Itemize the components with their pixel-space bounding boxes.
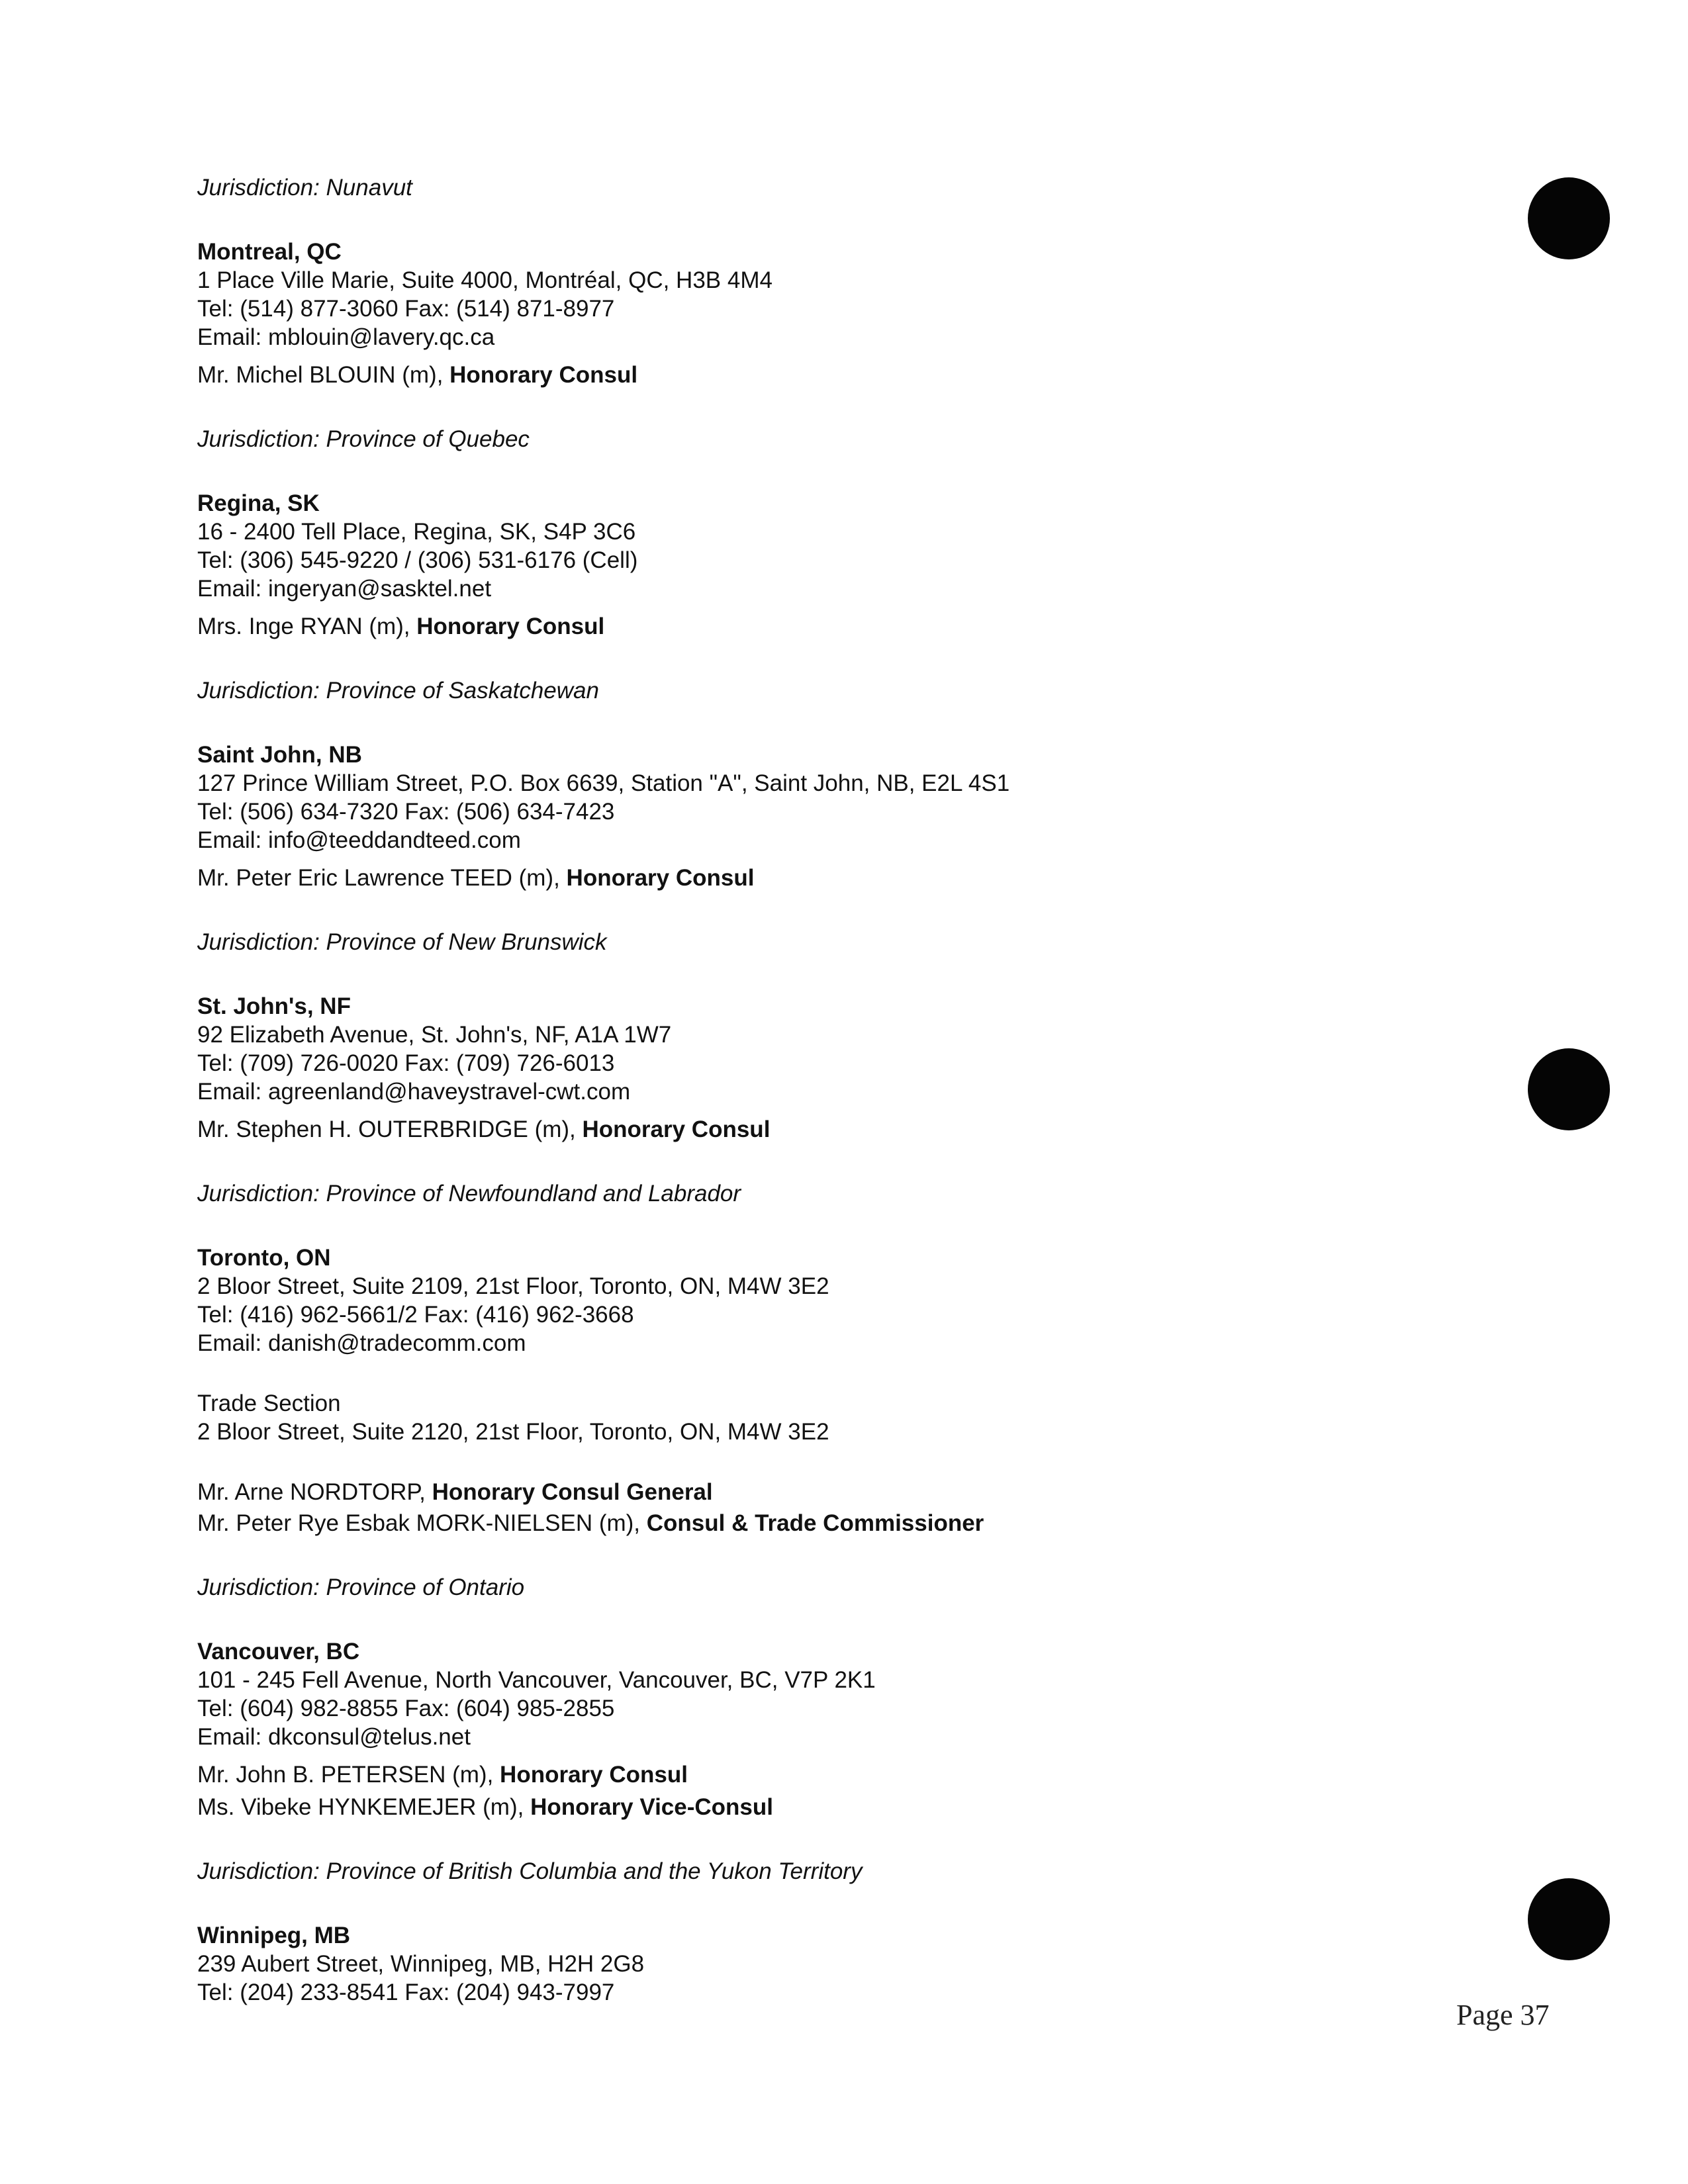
office-official: [197, 1115, 1455, 1144]
official-title: Honorary Consul General: [432, 1479, 713, 1505]
office-phone-fax: Tel: (514) 877-3060 Fax: (514) 871-8977: [197, 296, 615, 322]
official-name: Mrs. Inge RYAN (m),: [197, 614, 417, 639]
official-title: Consul & Trade Commissioner: [646, 1510, 984, 1536]
office-phone-fax: Tel: (604) 982-8855 Fax: (604) 985-2855: [197, 1696, 615, 1721]
official-title: Honorary Consul: [500, 1762, 688, 1788]
office-email: Email: agreenland@haveystravel-cwt.com: [197, 1079, 631, 1105]
office-city: St. John's, NF: [197, 993, 351, 1019]
official-name: Mr. John B. PETERSEN (m),: [197, 1762, 500, 1788]
official-name: Mr. Michel BLOUIN (m),: [197, 362, 450, 388]
office-jurisdiction: Jurisdiction: Province of British Columbia and the Yukon Territory: [197, 1858, 863, 1884]
office-phone-fax: Tel: (306) 545-9220 / (306) 531-6176 (Cell): [197, 547, 638, 573]
office-email: Email: ingeryan@sasktel.net: [197, 576, 492, 602]
punch-hole-bottom: [1528, 1878, 1610, 1960]
office-jurisdiction: Jurisdiction: Province of Quebec: [197, 426, 530, 452]
trade-section-label: Trade Section: [197, 1390, 341, 1416]
office-address: 239 Aubert Street, Winnipeg, MB, H2H 2G8: [197, 1951, 645, 1977]
office-email: Email: danish@tradecomm.com: [197, 1330, 526, 1356]
office-email: Email: mblouin@lavery.qc.ca: [197, 324, 495, 350]
office-regina: [197, 489, 1455, 705]
office-official: [197, 1793, 1455, 1821]
office-address: 101 - 245 Fell Avenue, North Vancouver, Vancouver, BC, V7P 2K1: [197, 1667, 876, 1693]
official-name: Mr. Peter Eric Lawrence TEED (m),: [197, 865, 567, 891]
office-phone-fax: Tel: (506) 634-7320 Fax: (506) 634-7423: [197, 799, 615, 825]
consulate-listing: [197, 173, 1455, 2007]
official-title: Honorary Consul: [566, 865, 755, 891]
office-city: Vancouver, BC: [197, 1639, 360, 1664]
office-address: 127 Prince William Street, P.O. Box 6639, Station "A", Saint John, NB, E2L 4S1: [197, 770, 1010, 796]
official-title: Honorary Consul: [449, 362, 638, 388]
office-city: Montreal, QC: [197, 239, 342, 265]
office-jurisdiction: Jurisdiction: Province of Newfoundland and Labrador: [197, 1181, 741, 1206]
office-address: 92 Elizabeth Avenue, St. John's, NF, A1A 1W7: [197, 1022, 672, 1048]
punch-hole-top: [1528, 177, 1610, 259]
page-number: Page 37: [1456, 1999, 1550, 2031]
office-montreal: [197, 238, 1455, 453]
office-city: Winnipeg, MB: [197, 1923, 351, 1948]
official-name: Mr. Peter Rye Esbak MORK-NIELSEN (m),: [197, 1510, 647, 1536]
office-city: Regina, SK: [197, 490, 320, 516]
official-title: Honorary Consul: [416, 614, 605, 639]
office-jurisdiction: Jurisdiction: Province of Ontario: [197, 1574, 525, 1600]
office-official: [197, 612, 1455, 641]
official-title: Honorary Vice-Consul: [530, 1794, 773, 1820]
trade-section-address: 2 Bloor Street, Suite 2120, 21st Floor, Toronto, ON, M4W 3E2: [197, 1419, 829, 1445]
jurisdiction-nunavut: Jurisdiction: Nunavut: [197, 175, 412, 201]
office-official: [197, 1509, 1455, 1537]
office-st-johns: [197, 992, 1455, 1208]
office-vancouver: [197, 1637, 1455, 1886]
office-phone-fax: Tel: (709) 726-0020 Fax: (709) 726-6013: [197, 1050, 615, 1076]
official-name: Mr. Stephen H. OUTERBRIDGE (m),: [197, 1116, 583, 1142]
punch-hole-middle: [1528, 1048, 1610, 1130]
office-phone-fax: Tel: (416) 962-5661/2 Fax: (416) 962-3668: [197, 1302, 634, 1328]
office-toronto: [197, 1244, 1455, 1602]
office-city: Toronto, ON: [197, 1245, 331, 1271]
office-address: 1 Place Ville Marie, Suite 4000, Montréal, QC, H3B 4M4: [197, 267, 773, 293]
office-official: [197, 864, 1455, 892]
official-name: Ms. Vibeke HYNKEMEJER (m),: [197, 1794, 531, 1820]
office-address: 2 Bloor Street, Suite 2109, 21st Floor, Toronto, ON, M4W 3E2: [197, 1273, 829, 1299]
office-official: [197, 1478, 1455, 1506]
office-phone-fax: Tel: (204) 233-8541 Fax: (204) 943-7997: [197, 1979, 615, 2005]
office-email: Email: dkconsul@telus.net: [197, 1724, 471, 1750]
office-saint-john: [197, 741, 1455, 956]
office-winnipeg: [197, 1921, 1455, 2007]
office-address: 16 - 2400 Tell Place, Regina, SK, S4P 3C6: [197, 519, 636, 545]
official-name: Mr. Arne NORDTORP,: [197, 1479, 432, 1505]
office-jurisdiction: Jurisdiction: Province of Saskatchewan: [197, 678, 599, 704]
official-title: Honorary Consul: [582, 1116, 771, 1142]
office-city: Saint John, NB: [197, 742, 362, 768]
office-official: [197, 1760, 1455, 1789]
office-jurisdiction: Jurisdiction: Province of New Brunswick: [197, 929, 607, 955]
office-official: [197, 361, 1455, 389]
office-email: Email: info@teeddandteed.com: [197, 827, 521, 853]
